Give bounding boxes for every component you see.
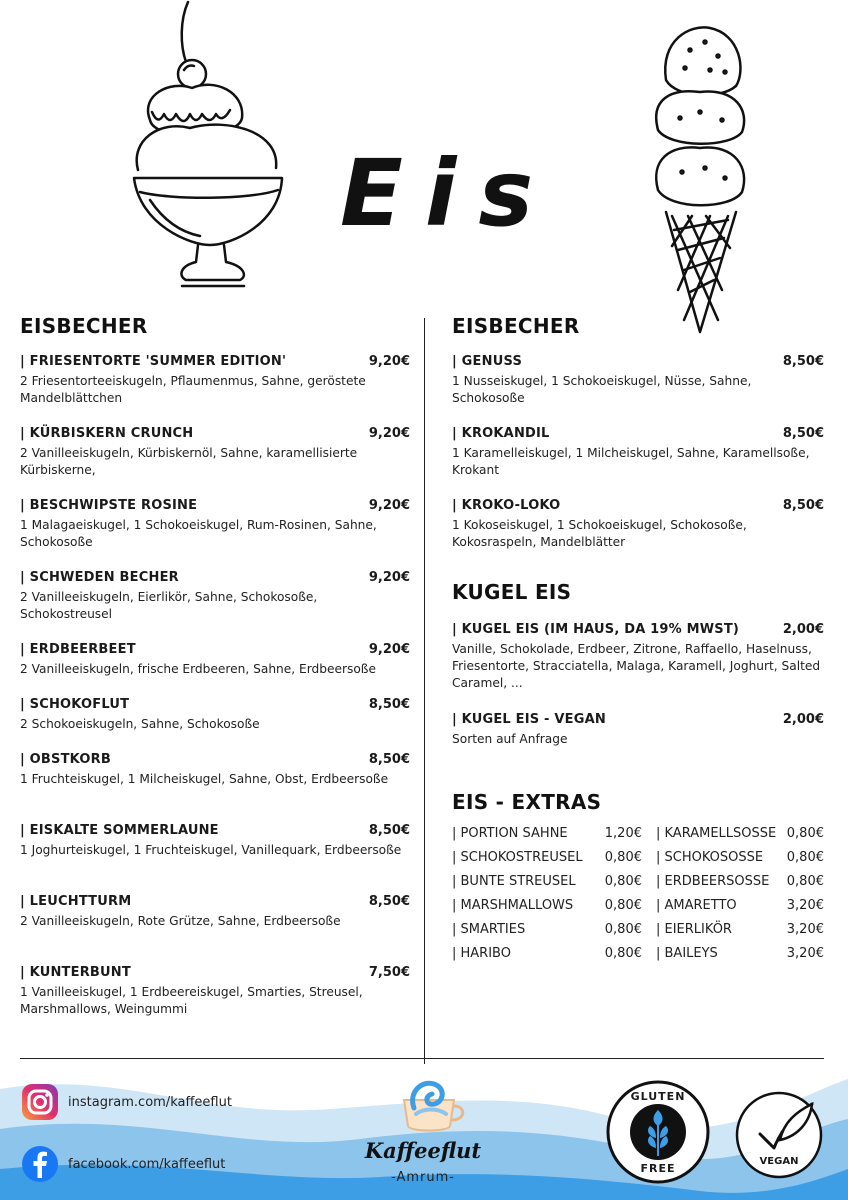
badge-text-gluten: GLUTEN	[630, 1090, 686, 1103]
extra-price: 0,80€	[786, 826, 824, 841]
item-price: 2,00€	[782, 712, 824, 727]
extra-name: | SMARTIES	[452, 922, 526, 937]
extra-price: 0,80€	[786, 874, 824, 889]
item-description: 2 Friesentorteeiskugeln, Pflaumenmus, Sahne, geröstete Mandelblättchen	[20, 374, 366, 405]
vegan-badge	[734, 1090, 824, 1180]
brand-name: Kaffeeflut	[364, 1138, 482, 1163]
item-price: 8,50€	[782, 498, 824, 513]
item-name: | GENUSS	[452, 354, 523, 369]
extra-name: | KARAMELLSOSSE	[656, 826, 777, 841]
item-price: 8,50€	[368, 823, 410, 838]
item-description: Vanille, Schokolade, Erdbeer, Zitrone, Raffaello, Haselnuss, Friesentorte, Stracciatella, Malaga, Karamell, Joghurt, Salted Caramel, ...	[452, 642, 821, 690]
item-description: Sorten auf Anfrage	[452, 732, 568, 746]
extra-price: 0,80€	[786, 850, 824, 865]
item-price: 9,20€	[368, 354, 410, 369]
extra-name: | EIERLIKÖR	[656, 922, 732, 937]
item-description: 1 Nusseiskugel, 1 Schokoeiskugel, Nüsse, Sahne, Schokosoße	[452, 374, 752, 405]
item-description: 1 Fruchteiskugel, 1 Milcheiskugel, Sahne, Obst, Erdbeersoße	[20, 772, 389, 786]
menu-item	[452, 354, 824, 407]
menu-item	[20, 823, 410, 859]
item-name: | FRIESENTORTE 'SUMMER EDITION'	[20, 354, 287, 369]
item-price: 9,20€	[368, 498, 410, 513]
menu-item	[20, 894, 410, 930]
extra-price: 3,20€	[786, 898, 824, 913]
extra-price: 0,80€	[604, 922, 642, 937]
item-description: 2 Vanilleeiskugeln, Kürbiskernöl, Sahne, karamellisierte Kürbiskerne,	[20, 446, 358, 477]
item-name: | KUNTERBUNT	[20, 965, 131, 980]
item-price: 8,50€	[368, 752, 410, 767]
extra-name: | AMARETTO	[656, 898, 737, 913]
item-description: 1 Kokoseiskugel, 1 Schokoeiskugel, Schokosoße, Kokosraspeln, Mandelblätter	[452, 518, 747, 549]
item-name: | KUGEL EIS (IM HAUS, DA 19% MWST)	[452, 622, 740, 637]
extra-name: | MARSHMALLOWS	[452, 898, 574, 913]
extra-name: | BAILEYS	[656, 946, 718, 961]
item-price: 9,20€	[368, 426, 410, 441]
section-heading-kugel-eis: KUGEL EIS	[452, 580, 572, 604]
extra-price: 1,20€	[604, 826, 642, 841]
menu-item	[20, 752, 410, 788]
brand-location: -Amrum-	[391, 1170, 455, 1185]
item-description: 1 Joghurteiskugel, 1 Fruchteiskugel, Vanillequark, Erdbeersoße	[20, 843, 402, 857]
menu-item	[452, 426, 824, 479]
item-price: 2,00€	[782, 622, 824, 637]
menu-item	[452, 622, 824, 692]
page-title: Eis	[340, 140, 556, 247]
coffee-cup-logo-icon	[394, 1078, 474, 1138]
extra-price: 0,80€	[604, 898, 642, 913]
extra-price: 0,80€	[604, 946, 642, 961]
item-name: | ERDBEERBEET	[20, 642, 136, 657]
menu-item	[452, 712, 824, 748]
extra-name: | BUNTE STREUSEL	[452, 874, 576, 889]
item-price: 8,50€	[368, 697, 410, 712]
column-divider	[424, 318, 425, 1064]
menu-item	[20, 697, 410, 733]
badge-text-vegan: VEGAN	[759, 1156, 799, 1167]
gluten-free-badge	[606, 1080, 710, 1184]
item-price: 8,50€	[368, 894, 410, 909]
item-name: | KÜRBISKERN CRUNCH	[20, 426, 194, 441]
extra-name: | SCHOKOSTREUSEL	[452, 850, 583, 865]
item-name: | OBSTKORB	[20, 752, 111, 767]
item-name: | KROKO-LOKO	[452, 498, 561, 513]
menu-item	[20, 570, 410, 623]
item-description: 1 Malagaeiskugel, 1 Schokoeiskugel, Rum-Rosinen, Sahne, Schokosoße	[20, 518, 377, 549]
menu-item	[20, 498, 410, 551]
item-price: 9,20€	[368, 570, 410, 585]
instagram-icon	[20, 1082, 60, 1122]
item-name: | EISKALTE SOMMERLAUNE	[20, 823, 219, 838]
ice-cream-sundae-illustration	[130, 0, 290, 300]
extra-price: 3,20€	[786, 922, 824, 937]
extra-price: 0,80€	[604, 874, 642, 889]
menu-item	[452, 498, 824, 551]
extra-name: | PORTION SAHNE	[452, 826, 568, 841]
instagram-link[interactable]	[20, 1082, 232, 1122]
section-heading-eisbecher: EISBECHER	[452, 314, 580, 338]
item-description: 1 Karamelleiskugel, 1 Milcheiskugel, Sahne, Karamellsoße, Krokant	[452, 446, 810, 477]
section-heading-eis-extras: EIS - EXTRAS	[452, 790, 602, 814]
item-description: 2 Vanilleeiskugeln, Eierlikör, Sahne, Schokosoße, Schokostreusel	[20, 590, 318, 621]
item-description: 2 Schokoeiskugeln, Sahne, Schokosoße	[20, 717, 260, 731]
extra-name: | SCHOKOSOSSE	[656, 850, 764, 865]
item-name: | SCHWEDEN BECHER	[20, 570, 179, 585]
right-column	[452, 310, 824, 830]
facebook-url: facebook.com/kaffeeflut	[68, 1156, 226, 1172]
facebook-link[interactable]	[20, 1144, 225, 1184]
instagram-url: instagram.com/kaffeeflut	[68, 1094, 232, 1110]
extra-name: | HARIBO	[452, 946, 511, 961]
menu-item	[20, 965, 410, 1018]
section-heading-eisbecher: EISBECHER	[20, 314, 148, 338]
item-price: 8,50€	[782, 354, 824, 369]
left-column	[20, 310, 410, 1050]
badge-text-free: FREE	[640, 1162, 676, 1175]
item-price: 7,50€	[368, 965, 410, 980]
item-description: 2 Vanilleeiskugeln, Rote Grütze, Sahne, Erdbeersoße	[20, 914, 341, 928]
extra-price: 0,80€	[604, 850, 642, 865]
extra-price: 3,20€	[786, 946, 824, 961]
item-price: 9,20€	[368, 642, 410, 657]
item-name: | KROKANDIL	[452, 426, 550, 441]
item-name: | BESCHWIPSTE ROSINE	[20, 498, 198, 513]
menu-item	[20, 426, 410, 479]
menu-item	[20, 642, 410, 678]
ice-cream-cone-illustration	[650, 20, 750, 340]
item-description: 1 Vanilleeiskugel, 1 Erdbeereiskugel, Smarties, Streusel, Marshmallows, Weingummi	[20, 985, 363, 1016]
facebook-icon	[20, 1144, 60, 1184]
item-name: | LEUCHTTURM	[20, 894, 132, 909]
extra-name: | ERDBEERSOSSE	[656, 874, 770, 889]
menu-item	[20, 354, 410, 407]
item-description: 2 Vanilleeiskugeln, frische Erdbeeren, Sahne, Erdbeersoße	[20, 662, 376, 676]
item-name: | SCHOKOFLUT	[20, 697, 130, 712]
item-name: | KUGEL EIS - VEGAN	[452, 712, 606, 727]
item-price: 8,50€	[782, 426, 824, 441]
